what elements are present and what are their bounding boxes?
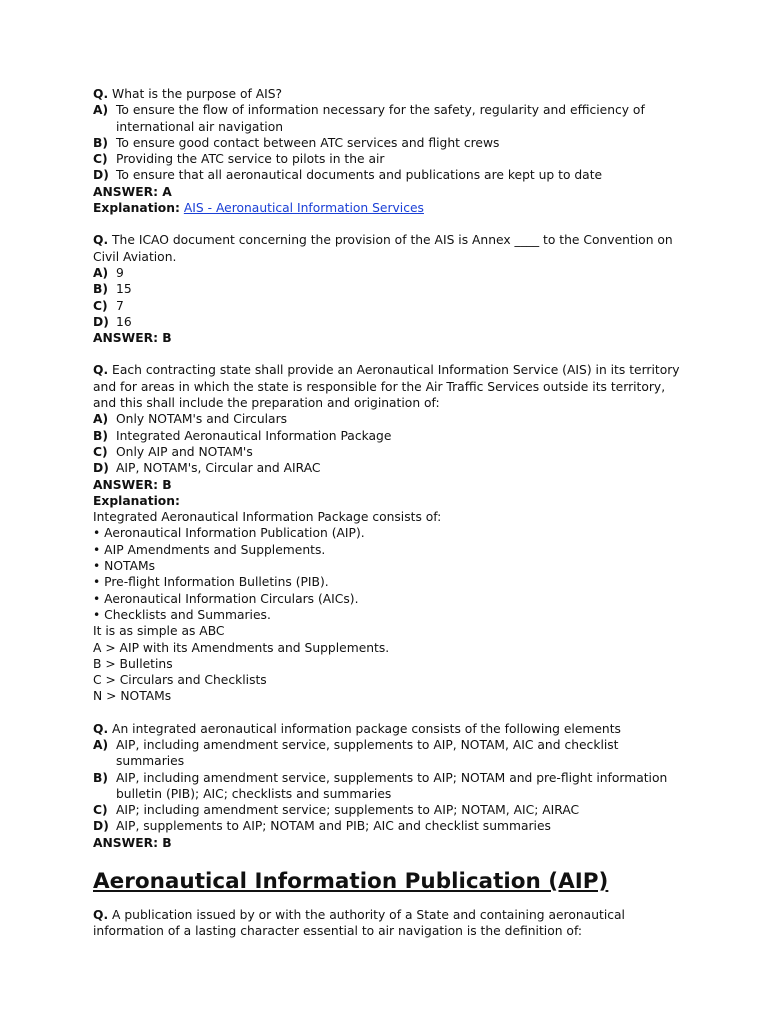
- question-text: [93, 907, 680, 940]
- option-letter: A): [93, 737, 109, 752]
- option-b: [93, 281, 680, 297]
- option-letter: A): [93, 265, 109, 280]
- option-b: [93, 135, 680, 151]
- explanation-text: Integrated Aeronautical Information Package consists of:: [93, 510, 442, 525]
- option-c: [93, 151, 680, 167]
- question-block-3: [93, 362, 680, 704]
- question-stem: What is the purpose of AIS?: [112, 87, 283, 101]
- option-text: Providing the ATC service to pilots in the air: [116, 152, 385, 167]
- option-a: [93, 411, 680, 427]
- option-letter: A): [93, 412, 109, 427]
- explanation-bullet: • AIP Amendments and Supplements.: [93, 542, 326, 557]
- option-text: AIP, including amendment service, supplements to AIP; NOTAM and pre-flight information bulletin (PIB); AIC; checklists and summaries: [116, 770, 668, 801]
- option-letter: A): [93, 103, 109, 118]
- option-letter: C): [93, 444, 108, 459]
- option-letter: B): [93, 770, 108, 785]
- option-text: To ensure the flow of information necessary for the safety, regularity and efficiency of international air navigation: [116, 103, 645, 134]
- option-b: [93, 770, 680, 803]
- question-stem: An integrated aeronautical information package consists of the following elements: [112, 721, 621, 736]
- option-letter: C): [93, 152, 108, 167]
- explanation-text: A > AIP with its Amendments and Supplements.: [93, 640, 390, 655]
- explanation-bullet: • Aeronautical Information Circulars (AICs).: [93, 591, 359, 606]
- question-block-4: [93, 721, 680, 851]
- option-d: [93, 818, 680, 834]
- question-text: [93, 362, 680, 411]
- question-text: [93, 86, 680, 102]
- option-text: AIP, NOTAM's, Circular and AIRAC: [116, 461, 321, 476]
- explanation-text: N > NOTAMs: [93, 689, 172, 704]
- question-block-1: [93, 86, 680, 216]
- option-text: Integrated Aeronautical Information Package: [116, 428, 392, 443]
- question-block-2: [93, 232, 680, 346]
- explanation-label: Explanation:: [93, 493, 180, 508]
- explanation-text: B > Bulletins: [93, 656, 173, 671]
- section-heading: Aeronautical Information Publication (AIP): [93, 869, 609, 895]
- option-text: 9: [116, 265, 124, 280]
- option-letter: D): [93, 168, 109, 183]
- option-text: Only NOTAM's and Circulars: [116, 412, 288, 427]
- option-c: [93, 802, 680, 818]
- explanation-text: It is as simple as ABC: [93, 624, 225, 639]
- question-label: Q.: [93, 363, 109, 378]
- answer-line: ANSWER: B: [93, 477, 172, 492]
- explanation-bullet: • Aeronautical Information Publication (AIP).: [93, 526, 365, 541]
- explanation-line: [93, 200, 680, 216]
- question-text: [93, 721, 680, 737]
- question-stem: A publication issued by or with the authority of a State and containing aeronautical information of a lasting character essential to air navigation is the definition of:: [93, 908, 625, 939]
- question-block-5: [93, 907, 680, 940]
- option-letter: B): [93, 135, 108, 150]
- option-letter: B): [93, 282, 108, 297]
- question-stem: The ICAO document concerning the provision of the AIS is Annex ____ to the Convention on Civil Aviation.: [93, 233, 673, 264]
- option-text: To ensure that all aeronautical documents and publications are kept up to date: [116, 168, 603, 183]
- question-label: Q.: [93, 233, 109, 248]
- option-a: [93, 737, 680, 770]
- option-letter: D): [93, 461, 109, 476]
- answer-line: ANSWER: B: [93, 835, 172, 850]
- option-letter: C): [93, 803, 108, 818]
- explanation-bullet: • NOTAMs: [93, 559, 156, 574]
- option-text: To ensure good contact between ATC services and flight crews: [116, 135, 500, 150]
- option-text: AIP, including amendment service, supplements to AIP, NOTAM, AIC and checklist summaries: [116, 737, 619, 769]
- explanation-bullet: • Checklists and Summaries.: [93, 607, 271, 622]
- question-label: Q.: [93, 721, 109, 736]
- option-d: [93, 460, 680, 476]
- option-d: [93, 167, 680, 183]
- option-letter: D): [93, 819, 109, 834]
- option-text: 16: [116, 314, 132, 329]
- explanation-label: Explanation:: [93, 201, 180, 216]
- option-text: 15: [116, 282, 132, 297]
- answer-line: ANSWER: A: [93, 184, 172, 199]
- option-letter: C): [93, 298, 108, 313]
- option-d: [93, 314, 680, 330]
- option-text: AIP; including amendment service; supplements to AIP; NOTAM, AIC; AIRAC: [116, 803, 580, 818]
- explanation-link[interactable]: AIS - Aeronautical Information Services: [183, 201, 424, 216]
- question-text: [93, 232, 680, 265]
- option-c: [93, 298, 680, 314]
- option-text: AIP, supplements to AIP; NOTAM and PIB; AIC and checklist summaries: [116, 819, 551, 834]
- option-letter: B): [93, 428, 108, 443]
- option-text: 7: [116, 298, 124, 313]
- question-stem: Each contracting state shall provide an Aeronautical Information Service (AIS) in its territory and for areas in which the state is responsible for the Air Traffic Services outside its territory, and this shall include the preparation and origination of:: [93, 363, 680, 411]
- option-a: [93, 265, 680, 281]
- answer-line: ANSWER: B: [93, 331, 172, 346]
- option-b: [93, 428, 680, 444]
- explanation-text: C > Circulars and Checklists: [93, 673, 267, 688]
- option-c: [93, 444, 680, 460]
- question-label: Q.: [93, 908, 109, 923]
- option-letter: D): [93, 314, 109, 329]
- explanation-bullet: • Pre-flight Information Bulletins (PIB).: [93, 575, 329, 590]
- question-label: Q.: [93, 87, 109, 101]
- option-a: [93, 102, 680, 135]
- option-text: Only AIP and NOTAM's: [116, 444, 253, 459]
